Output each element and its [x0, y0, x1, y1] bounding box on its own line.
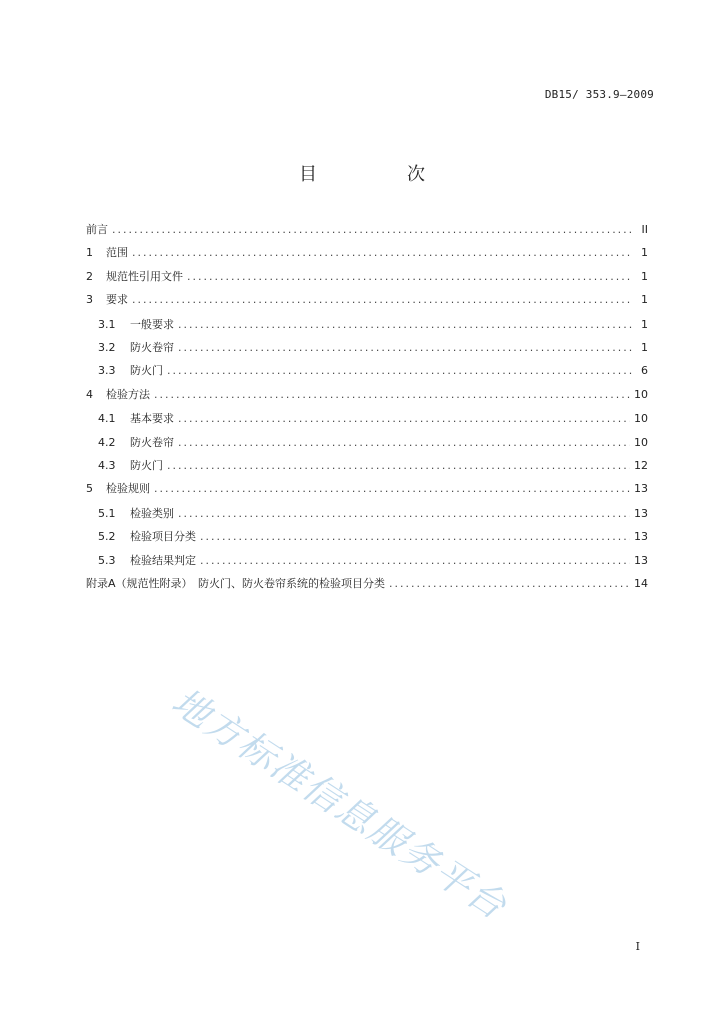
toc-label: 附录A（规范性附录） 防火门、防火卷帘系统的检验项目分类	[86, 576, 386, 590]
toc-entry-5-2[interactable]	[86, 528, 648, 551]
toc-page: 13	[634, 530, 648, 544]
toc-number: 5.2	[98, 530, 116, 544]
toc-title: 目 次	[299, 164, 461, 185]
toc-number: 4.3	[98, 458, 116, 472]
toc-page: 1	[641, 246, 648, 260]
toc-number: 5.3	[98, 553, 116, 567]
toc-label: 检验项目分类	[130, 530, 196, 544]
toc-leader	[178, 436, 630, 449]
toc-label: 基本要求	[130, 412, 174, 426]
toc-page: 13	[634, 482, 648, 496]
toc-number: 3	[86, 292, 93, 306]
toc-leader	[154, 482, 630, 495]
toc-page: 10	[634, 412, 648, 426]
toc-page: 12	[634, 458, 648, 472]
toc-entry-3-3[interactable]	[86, 362, 648, 385]
toc-label: 规范性引用文件	[106, 269, 183, 283]
toc-label: 范围	[106, 246, 128, 260]
toc-label: 前言	[86, 223, 108, 236]
toc-leader	[178, 412, 630, 425]
toc-leader	[200, 530, 630, 543]
standard-code: DB15/ 353.9—2009	[544, 88, 654, 101]
toc-leader	[389, 577, 630, 590]
toc-entry-1[interactable]	[86, 244, 648, 267]
toc-leader	[154, 388, 630, 401]
toc-leader	[178, 507, 630, 520]
toc-number: 3.3	[98, 364, 116, 378]
toc-number: 4	[86, 387, 93, 401]
toc-entry-4-1[interactable]	[86, 410, 648, 433]
toc-number: 4.2	[98, 435, 116, 449]
toc-number: 2	[86, 269, 93, 283]
toc-entry-3[interactable]	[86, 291, 648, 314]
toc-label: 防火卷帘	[130, 435, 174, 449]
toc-entry-3-2[interactable]	[86, 339, 648, 362]
page-number: I	[635, 940, 640, 953]
toc-number: 5	[86, 482, 93, 496]
toc-leader	[132, 293, 632, 306]
toc-leader	[167, 459, 630, 472]
toc-entry-2[interactable]	[86, 268, 648, 291]
toc-label: 防火卷帘	[130, 340, 174, 354]
toc-page: 13	[634, 507, 648, 521]
toc-page: 1	[641, 340, 648, 354]
toc-page: 6	[641, 364, 648, 378]
toc-number: 4.1	[98, 412, 116, 426]
toc-leader	[178, 318, 632, 331]
toc-number: 5.1	[98, 507, 116, 521]
toc-page: 13	[634, 553, 648, 567]
toc-leader	[178, 341, 632, 354]
toc-number: 1	[86, 246, 93, 260]
toc-entry-3-1[interactable]	[86, 316, 648, 339]
table-of-contents	[86, 221, 648, 598]
toc-page: 10	[634, 435, 648, 449]
toc-entry-4[interactable]	[86, 386, 648, 409]
toc-number: 3.2	[98, 340, 116, 354]
toc-entry-5-3[interactable]	[86, 552, 648, 575]
toc-leader	[112, 223, 632, 236]
toc-page: II	[641, 223, 648, 236]
toc-label: 要求	[106, 292, 128, 306]
toc-label: 防火门	[130, 458, 163, 472]
toc-page: 1	[641, 269, 648, 283]
toc-leader	[200, 554, 630, 567]
toc-label: 防火门	[130, 364, 163, 378]
toc-leader	[187, 270, 632, 283]
watermark: 地方标准信息服务平台	[164, 679, 515, 929]
toc-entry-appendix-a[interactable]	[86, 575, 648, 598]
toc-entry-foreword[interactable]	[86, 221, 648, 244]
toc-leader	[132, 246, 632, 259]
toc-page: 1	[641, 292, 648, 306]
toc-entry-5-1[interactable]	[86, 505, 648, 528]
toc-leader	[167, 364, 632, 377]
toc-label: 检验类别	[130, 507, 174, 521]
toc-number: 3.1	[98, 317, 116, 331]
toc-label: 检验结果判定	[130, 553, 196, 567]
toc-label: 检验规则	[106, 482, 150, 496]
toc-page: 14	[634, 576, 648, 590]
toc-entry-5[interactable]	[86, 480, 648, 503]
toc-entry-4-3[interactable]	[86, 457, 648, 480]
toc-page: 10	[634, 387, 648, 401]
toc-label: 一般要求	[130, 317, 174, 331]
toc-label: 检验方法	[106, 387, 150, 401]
toc-entry-4-2[interactable]	[86, 434, 648, 457]
toc-page: 1	[641, 317, 648, 331]
